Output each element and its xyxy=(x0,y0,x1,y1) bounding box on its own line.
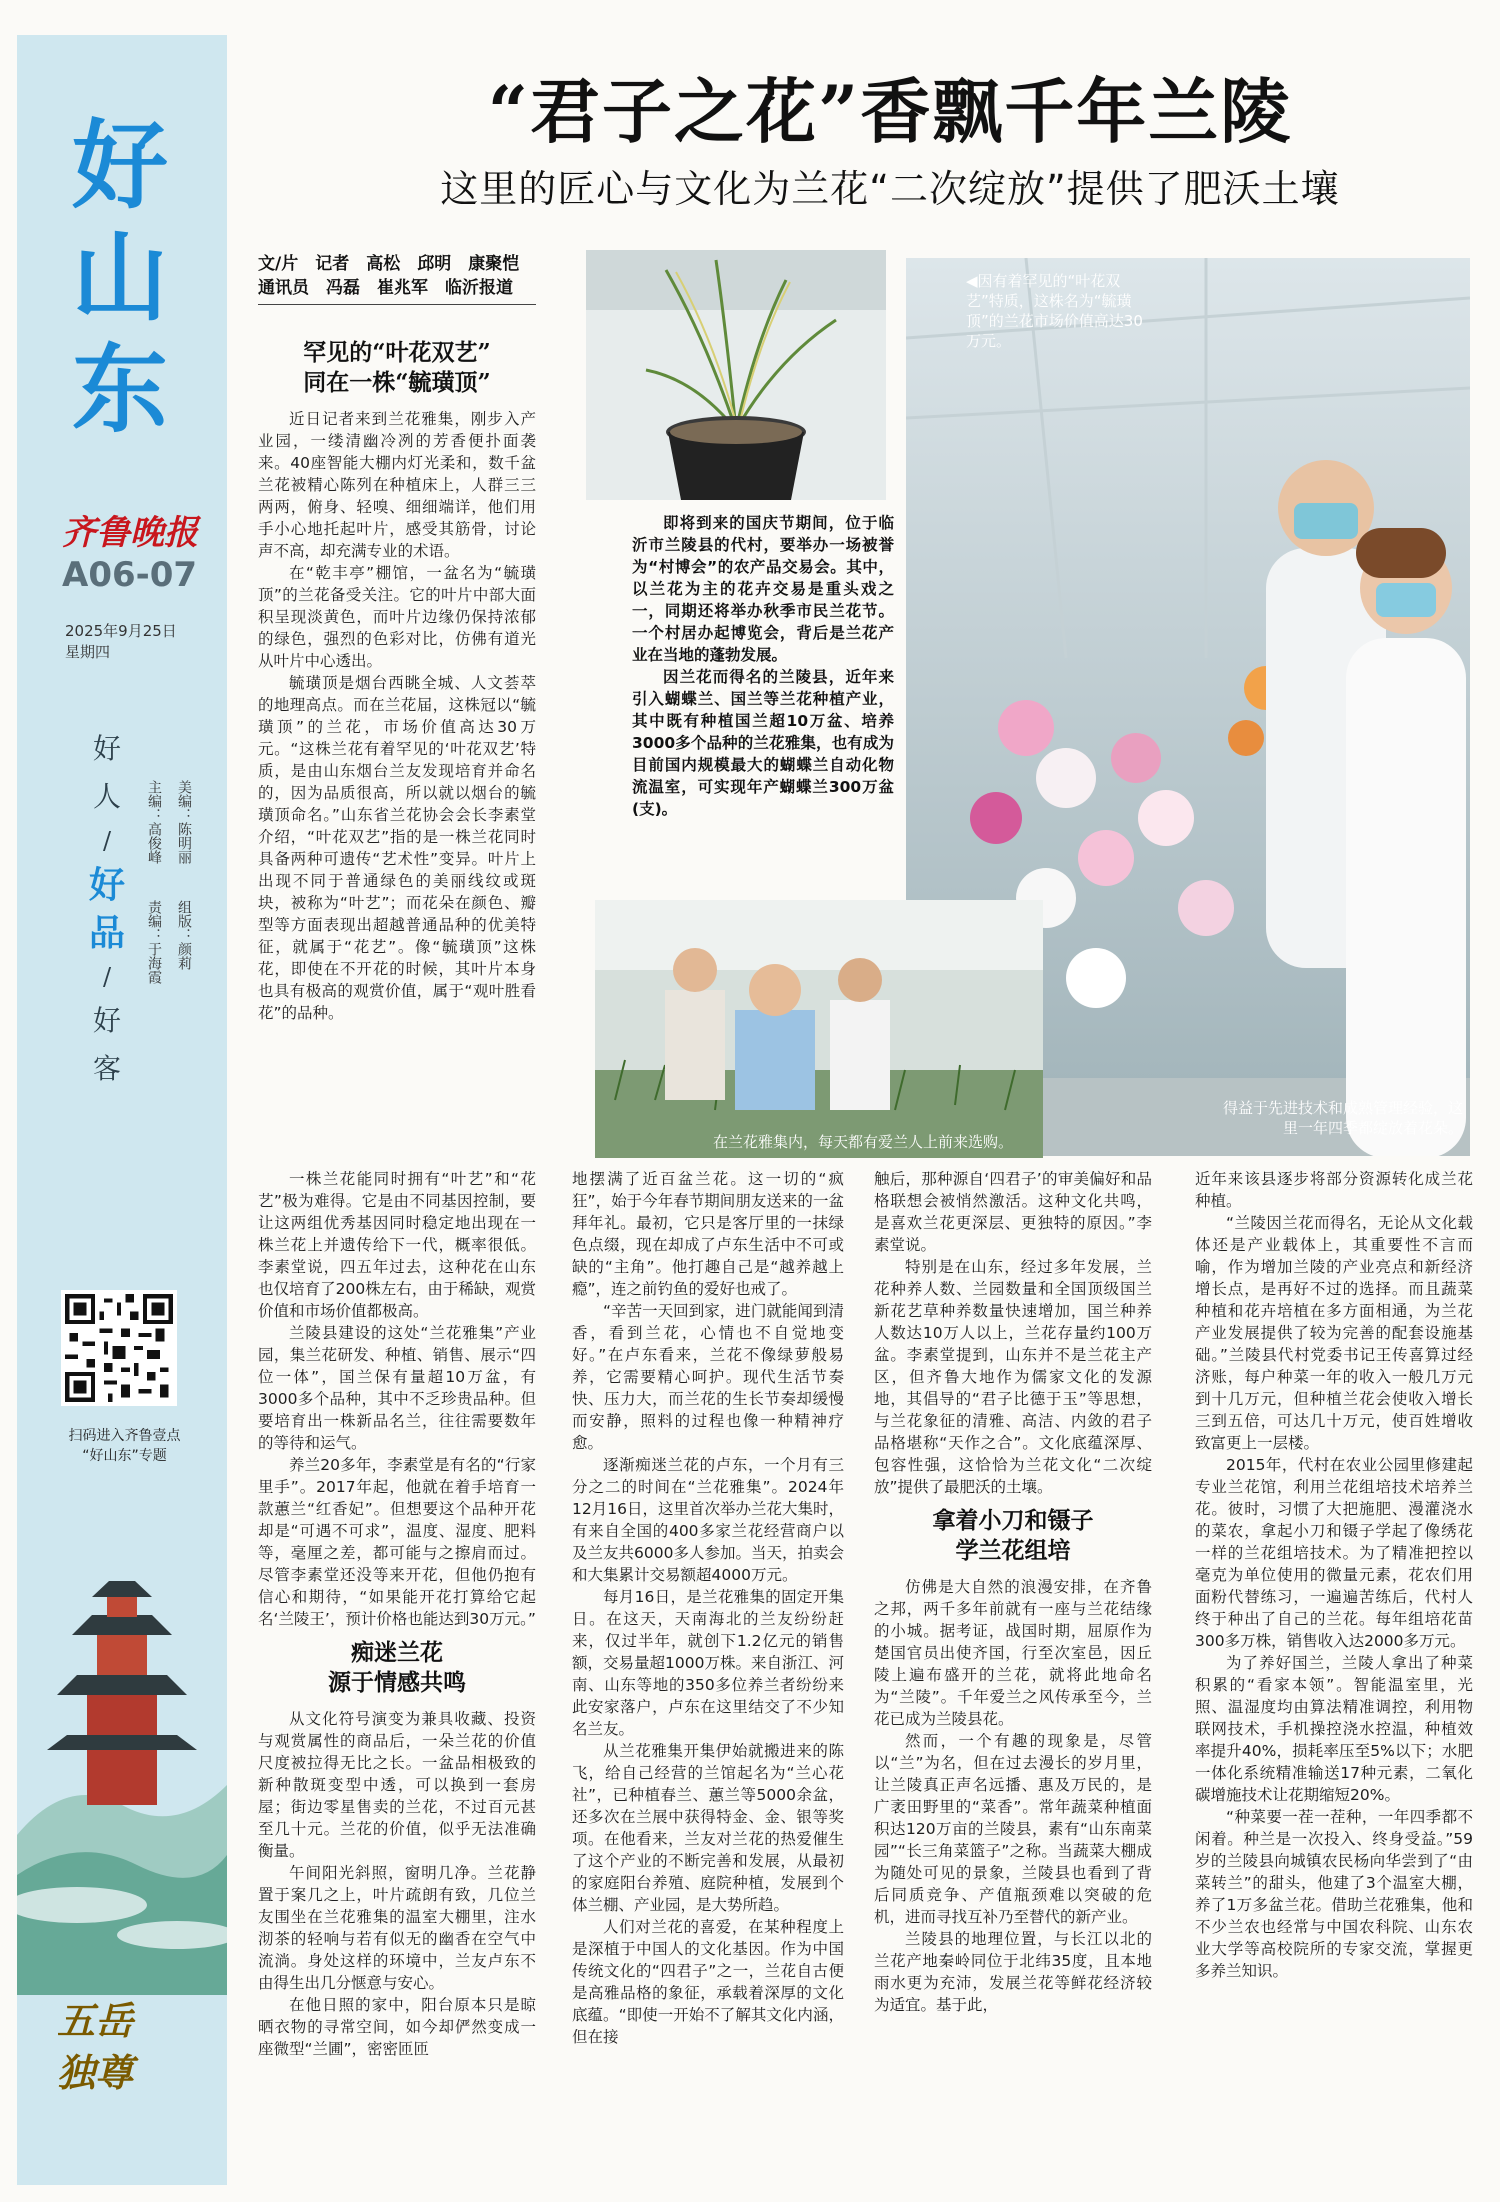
pagoda-illustration xyxy=(17,1575,227,1995)
paragraph: 从兰花雅集开集伊始就搬进来的陈飞，给自己经营的兰馆起名为“兰心花社”，已种植春兰、蕙兰等5000余盆，还多次在兰展中获得特金、金、银等奖项。在他看来，兰友对兰花的热爱催生了这个产业的不断完善和发展，从最初的家庭阳台养殖、庭院种植，发展到个体兰棚、产业园，是大势所趋。 xyxy=(572,1742,844,1914)
tagline-char: 好 xyxy=(92,732,121,765)
tagline-char: 好 xyxy=(88,864,125,906)
masthead-sidebar xyxy=(17,35,227,2185)
paragraph: 一株兰花能同时拥有“叶艺”和“花艺”极为难得。它是由不同基因控制，要让这两组优秀基因同时稳定地出现在一株兰花上并遗传给下一代，概率很低。李素堂说，四五年过去，这种花在山东也仅培育了200株左右，由于稀缺，观赏价值和市场价值都极高。 xyxy=(258,1170,536,1320)
section-heading xyxy=(874,1506,1152,1566)
tagline-char: 客 xyxy=(92,1052,121,1085)
article-column-4 xyxy=(1195,1168,1473,1982)
tagline-separator: / xyxy=(102,963,112,991)
paragraph: 逐渐痴迷兰花的卢东，一个月有三分之二的时间在“兰花雅集”。2024年12月16日，这里首次举办兰花大集时，有来自全国的400多家兰花经营商户以及兰友共6000多人参加。当天，拍卖会和大集累计交易额超4000万元。 xyxy=(572,1456,844,1584)
byline xyxy=(258,252,519,300)
orchid-plant-photo xyxy=(586,250,886,500)
paragraph: 为了养好国兰，兰陵人拿出了种菜积累的“看家本领”。智能温室里，光照、温湿度均由算法精准调控，利用物联网技术，手机操控浇水控温，种植效率提升40%，损耗率压至5%以下；水肥一体化系统精准输送17种元素，二氧化碳增施技术让花期缩短20%。 xyxy=(1195,1654,1473,1804)
byline-line: 文/片 记者 高松 邱明 康聚恺 xyxy=(258,254,520,274)
tagline-char: 人 xyxy=(92,780,121,813)
paper-logo: 齐鲁晚报 xyxy=(62,513,198,553)
brand-title: 好山东 xyxy=(72,109,168,446)
article-column-1 xyxy=(258,330,536,1024)
editor-credits xyxy=(142,780,222,1250)
paragraph: 特别是在山东，经过多年发展，兰花种养人数、兰园数量和全国顶级国兰新花艺草种养数量快速增加，国兰种养人数达10万人以上，兰花存量约100万盆。李素堂提到，山东并不是兰花主产区，但齐鲁大地作为儒家文化的发源地，其倡导的“君子比德于玉”等思想，与兰花象征的清雅、高洁、内敛的君子品格堪称“天作之合”。文化底蕴深厚、包容性强，这恰恰为兰花文化“二次绽放”提供了最肥沃的土壤。 xyxy=(874,1258,1152,1496)
article-intro xyxy=(632,512,894,820)
paragraph: 近日记者来到兰花雅集，刚步入产业园，一缕清幽冷冽的芳香便扑面袭来。40座智能大棚内灯光柔和，数千盆兰花被精心陈列在种植床上，人群三三两两，俯身、轻嗅、细细端详，他们用手小心地托起叶片，感受其筋骨，讨论声不高，却充满专业的术语。 xyxy=(258,410,536,560)
paragraph: 在“乾丰亭”棚馆，一盆名为“毓璜顶”的兰花备受关注。它的叶片中部大面积呈现淡黄色，而叶片边缘仍保持浓郁的绿色，强烈的色彩对比，仿佛有道光从叶片中心透出。 xyxy=(258,564,536,670)
section-heading xyxy=(258,338,536,398)
paragraph: 毓璜顶是烟台西眺全城、人文荟萃的地理高点。而在兰花届，这株冠以“毓璜顶”的兰花，市场价值高达30万元。“这株兰花有着罕见的‘叶花双艺’特质，是由山东烟台兰友发现培育并命名的，因为品质很高，所以就以烟台的毓璜顶命名。”山东省兰花协会会长李素堂介绍，“叶花双艺”指的是一株兰花同时具备两种可遗传“艺术性”变异。叶片上出现不同于普通绿色的美丽线纹或斑块，被称为“叶艺”；而花朵在颜色、瓣型等方面表现出超越普通品种的优美特征，就属于“花艺”。像“毓璜顶”这株花，即使在不开花的时候，其叶片本身也具有极高的观赏价值，属于“观叶胜看花”的品种。 xyxy=(258,674,536,1022)
paragraph: 近年来该县逐步将部分资源转化成兰花种植。 xyxy=(1195,1170,1473,1210)
headline: “君子之花”香飘千年兰陵 xyxy=(487,70,1293,153)
paragraph: 然而，一个有趣的现象是，尽管以“兰”为名，但在过去漫长的岁月里，让兰陵真正声名远播、惠及万民的，是广袤田野里的“菜香”。常年蔬菜种植面积达120万亩的兰陵县，素有“山东南菜园”“长三角菜篮子”之称。当蔬菜大棚成为随处可见的景象，兰陵县也看到了背后同质竞争、产值瓶颈难以突破的危机，进而寻找互补乃至替代的新产业。 xyxy=(874,1732,1152,1926)
section-heading-line: 源于情感共鸣 xyxy=(328,1669,466,1696)
paragraph: “辛苦一天回到家，进门就能闻到清香，看到兰花，心情也不自觉地变好。”在卢东看来，兰花不像绿萝般易养，它需要精心呵护。现代生活节奏快、压力大，而兰花的生长节奏却缓慢而安静，照料的过程也像一种精神疗愈。 xyxy=(572,1302,844,1452)
article-column-3 xyxy=(874,1168,1152,2016)
calligraphy-seal xyxy=(57,1995,137,2099)
paragraph: 兰陵县的地理位置，与长江以北的兰花产地秦岭同位于北纬35度，且本地雨水更为充沛，发展兰花等鲜花经济较为适宜。基于此， xyxy=(874,1930,1152,2014)
editor-credit: 美编：陈明丽 xyxy=(176,780,192,864)
subheadline: 这里的匠心与文化为兰花“二次绽放”提供了肥沃土壤 xyxy=(440,167,1340,211)
editor-credit: 组版：颜莉 xyxy=(176,900,192,970)
seal-text: 五岳独尊 xyxy=(57,1998,134,2095)
byline-line: 通讯员 冯磊 崔兆军 临沂报道 xyxy=(258,278,513,298)
paragraph: 地摆满了近百盆兰花。这一切的“疯狂”，始于今年春节期间朋友送来的一盆拜年礼。最初，它只是客厅里的一抹绿色点缀，现在却成了卢东生活中不可或缺的“主角”。他打趣自己是“越养越上瘾”，连之前钓鱼的爱好也戒了。 xyxy=(572,1170,844,1298)
paragraph: 仿佛是大自然的浪漫安排，在齐鲁之邦，两千多年前就有一座与兰花结缘的小城。据考证，战国时期，屈原作为楚国官员出使齐国，行至次室邑，因丘陵上遍布盛开的兰花，就将此地命名为“兰陵”。千年爱兰之风传承至今，兰花已成为兰陵县花。 xyxy=(874,1578,1152,1728)
paragraph: “兰陵因兰花而得名，无论从文化载体还是产业载体上，其重要性不言而喻，作为增加兰陵的产业亮点和新经济增长点，是再好不过的选择。而且蔬菜种植和花卉培植在多方面相通，为兰花产业发展提供了较为完善的配套设施基础。”兰陵县代村党委书记王传喜算过经济账，每户种菜一年的收入一般几万元到十几万元，但种植兰花会使收入增长三到五倍，可达几十万元，使百姓增收致富更上一层楼。 xyxy=(1195,1214,1473,1452)
qr-code[interactable] xyxy=(61,1290,177,1406)
article-column-2 xyxy=(572,1168,844,2048)
section-heading-line: 痴迷兰花 xyxy=(351,1639,443,1666)
publication-weekday: 星期四 xyxy=(65,643,111,661)
paragraph: “种菜要一茬一茬种，一年四季都不闲着。种兰是一次投入、终身受益。”59岁的兰陵县向城镇农民杨向华尝到了“由菜转兰”的甜头，他建了3个温室大棚，养了1万多盆兰花。借助兰花雅集，他和不少兰农也经常与中国农科院、山东农业大学等高校院所的专家交流，掌握更多养兰知识。 xyxy=(1195,1808,1473,1980)
tagline-char: 品 xyxy=(88,912,125,954)
section-heading-line: 同在一株“毓璜顶” xyxy=(303,369,491,396)
paragraph: 兰陵县建设的这处“兰花雅集”产业园，集兰花研发、种植、销售、展示“四位一体”，国兰保有量超10万盆，有3000多个品种，其中不乏珍贵品种。但要培育出一株新品名兰，往往需要数年的等待和运气。 xyxy=(258,1324,536,1452)
paragraph: 从文化符号演变为兼具收藏、投资与观赏属性的商品后，一朵兰花的价值尺度被拉得无比之长。一盆品相极致的新种散斑变型中透，可以换到一套房屋；街边零星售卖的兰花，不过百元甚至几十元。兰花的价值，似乎无法准确衡量。 xyxy=(258,1710,536,1860)
article-column-1-continued xyxy=(258,1168,536,2060)
qr-caption: “好山东”专题 xyxy=(82,1448,167,1464)
photo-caption: 得益于先进技术和成熟管理经验，这里一年四季都绽放着花朵。 xyxy=(1222,1099,1463,1137)
paragraph: 每月16日，是兰花雅集的固定开集日。在这天，天南海北的兰友纷纷赶来，仅过半年，就创下1.2亿元的销售额，交易量超1000万株。来自浙江、河南、山东等地的350多位养兰者纷纷来此安家落户，卢东在这里结交了不少知名兰友。 xyxy=(572,1588,844,1738)
qr-caption: 扫码进入齐鲁壹点 xyxy=(68,1428,181,1444)
tagline-separator: / xyxy=(102,827,112,855)
photo-caption: 在兰花雅集内，每天都有爱兰人上前来选购。 xyxy=(713,1133,1014,1151)
buyers-photo xyxy=(595,900,1043,1158)
tagline xyxy=(87,725,127,1093)
section-heading xyxy=(258,1638,536,1698)
intro-paragraph: 因兰花而得名的兰陵县，近年来引入蝴蝶兰、国兰等兰花种植产业，其中既有种植国兰超10万盆、培养3000多个品种的兰花雅集，也有成为目前国内规模最大的蝴蝶兰自动化物流温室，可实现年产蝴蝶兰300万盆(支)。 xyxy=(632,668,894,818)
paragraph: 午间阳光斜照，窗明几净。兰花静置于案几之上，叶片疏朗有致，几位兰友围坐在兰花雅集的温室大棚里，注水沏茶的轻响与若有似无的幽香在空气中流淌。身处这样的环境中，兰友卢东不由得生出几分惬意与安心。 xyxy=(258,1864,536,1992)
paragraph: 在他日照的家中，阳台原本只是晾晒衣物的寻常空间，如今却俨然变成一座微型“兰圃”，密密匝匝 xyxy=(258,1996,536,2058)
editor-credit: 主编：高俊峰 xyxy=(146,780,162,864)
paragraph: 养兰20多年，李素堂是有名的“行家里手”。2017年起，他就在着手培育一款蕙兰“红香妃”。但想要这个品种开花却是“可遇不可求”，温度、湿度、肥料等，毫厘之差，都可能与之擦肩而过。尽管李素堂还没等来开花，但他仍抱有信心和期待，“如果能开花打算给它起名‘兰陵王’，预计价格也能达到30万元。” xyxy=(258,1456,536,1628)
photo-caption: ◀因有着罕见的“叶花双艺”特质，这株名为“毓璜顶”的兰花市场价值高达30万元。 xyxy=(966,272,1143,350)
intro-paragraph: 即将到来的国庆节期间，位于临沂市兰陵县的代村，要举办一场被誉为“村博会”的农产品交易会。其中，以兰花为主的花卉交易是重头戏之一，同期还将举办秋季市民兰花节。一个村居办起博览会，背后是兰花产业在当地的蓬勃发展。 xyxy=(632,514,894,664)
editor-credit: 责编：于海霞 xyxy=(146,900,162,984)
page-number: A06-07 xyxy=(62,555,198,595)
paragraph: 人们对兰花的喜爱，在某种程度上是深植于中国人的文化基因。作为中国传统文化的“四君子”之一，兰花自古便是高雅品格的象征，承载着深厚的文化底蕴。“即使一开始不了解其文化内涵，但在接 xyxy=(572,1918,844,2046)
publication-date: 2025年9月25日 xyxy=(65,622,177,640)
section-heading-line: 罕见的“叶花双艺” xyxy=(303,339,491,366)
divider xyxy=(258,304,536,305)
paragraph: 2015年，代村在农业公园里修建起专业兰花馆，利用兰花组培技术培养兰花。彼时，习惯了大把施肥、漫灌浇水的菜农，拿起小刀和镊子学起了像绣花一样的兰花组培技术。为了精准把控以毫克为单位使用的微量元素，花农们用面粉代替练习，一遍遍苦练后，代村人终于种出了自己的兰花。每年组培花苗300多万株，销售收入达2000多万元。 xyxy=(1195,1456,1473,1650)
section-heading-line: 拿着小刀和镊子 xyxy=(932,1507,1094,1534)
tagline-char: 好 xyxy=(92,1004,121,1037)
paragraph: 触后，那种源自‘四君子’的审美偏好和品格联想会被悄然激活。这种文化共鸣，是喜欢兰花更深层、更独特的原因。”李素堂说。 xyxy=(874,1170,1152,1254)
section-heading-line: 学兰花组培 xyxy=(955,1537,1071,1564)
